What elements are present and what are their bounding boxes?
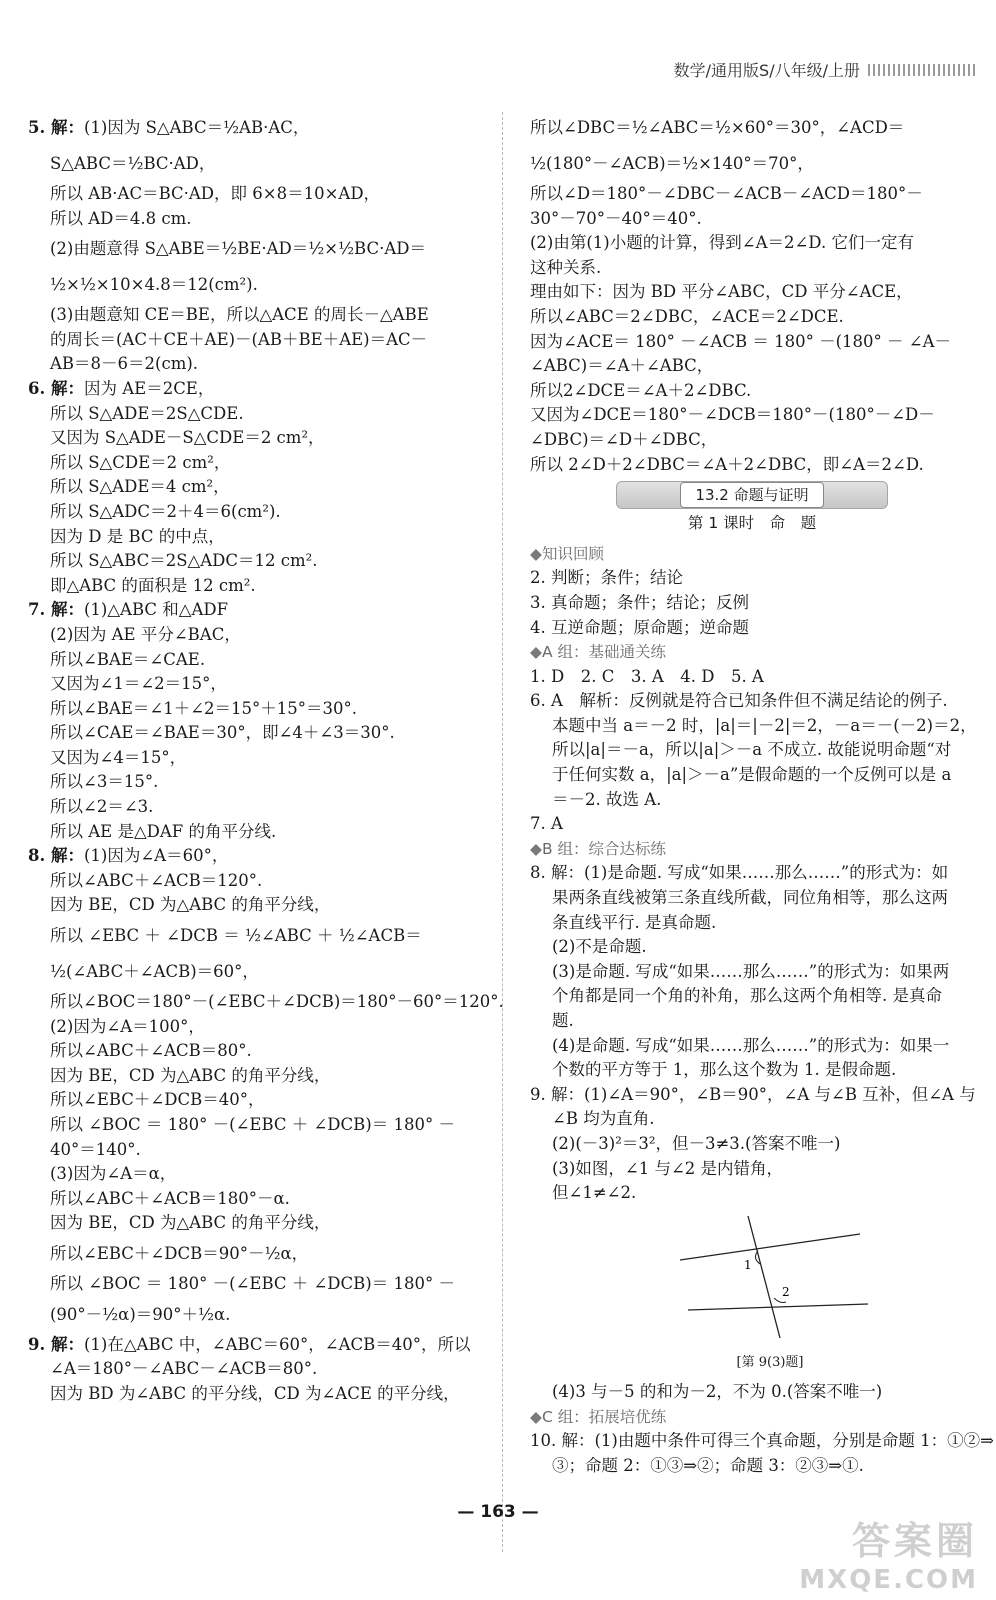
text-line: 7. 解：(1)△ABC 和△ADF <box>28 600 229 620</box>
diamond-icon: ◆ <box>530 1407 542 1426</box>
text-line: (3)由题意知 CE＝BE，所以△ACE 的周长－△ABE <box>50 305 429 325</box>
text-line: 因为 BE，CD 为△ABC 的角平分线， <box>50 1065 331 1085</box>
text-line: 又因为∠1＝∠2＝15°， <box>50 674 227 694</box>
text-line: 30°－70°－40°＝40°. <box>530 208 702 228</box>
text-line: 所以 S△CDE＝2 cm²， <box>50 452 231 472</box>
text-line: 3. 真命题；条件；结论；反例 <box>530 592 749 612</box>
text-line: 所以∠DBC＝½∠ABC＝½×60°＝30°，∠ACD＝ <box>530 118 905 137</box>
text-line: ＝－2. 故选 A. <box>552 789 662 809</box>
text-line: 因为 BD 为∠ABC 的平分线，CD 为∠ACE 的平分线， <box>50 1383 460 1403</box>
text-line: 所以 ∠BOC ＝ 180° －(∠EBC ＋ ∠DCB)＝ 180° － <box>50 1273 455 1293</box>
right-column <box>530 110 994 1478</box>
text-line: 题. <box>552 1011 574 1030</box>
text-line: 所以 S△ADE＝2S△CDE. <box>50 403 244 423</box>
solution-continued <box>530 110 974 477</box>
watermark-url: MXQE.COM <box>799 1565 978 1595</box>
text-line: AB＝8－6＝2(cm). <box>50 354 199 374</box>
line-bottom <box>688 1304 868 1310</box>
text-line: 所以 ∠EBC ＋ ∠DCB ＝ ½∠ABC ＋ ½∠ACB＝ <box>50 926 422 946</box>
text-line: 所以 AB·AC＝BC·AD，即 6×8＝10×AD， <box>50 184 381 203</box>
diamond-icon: ◆ <box>530 839 542 858</box>
text-line: 所以∠BOC＝180°－(∠EBC＋∠DCB)＝180°－60°＝120°. <box>50 992 504 1012</box>
text-line: 所以 ∠BOC ＝ 180° －(∠EBC ＋ ∠DCB)＝ 180° － <box>50 1115 455 1134</box>
text-line: 9. 解：(1)在△ABC 中，∠ABC＝60°，∠ACB＝40°，所以 <box>28 1334 471 1354</box>
text-line: (2)不是命题. <box>552 937 647 957</box>
text-line: 所以 S△ADC＝2＋4＝6(cm²). <box>50 501 281 521</box>
group-b-answers-end <box>530 1380 974 1405</box>
text-line: 5. 解：(1)因为 S△ABC＝½AB·AC， <box>28 118 310 137</box>
text-line: 果两条直线被第三条直线所截，同位角相等，那么这两 <box>552 888 948 908</box>
figure-svg <box>670 1212 870 1342</box>
page-number: — 163 — <box>457 1502 539 1522</box>
section-title: 13.2 命题与证明 <box>680 482 823 509</box>
text-line: 个数的平方等于 1，那么这个数为 1. 是假命题. <box>552 1060 897 1080</box>
text-line: 本题中当 a＝－2 时，|a|＝|－2|＝2，－a＝－(－2)＝2， <box>552 715 977 735</box>
text-line: 又因为∠DCE＝180°－∠DCB＝180°－(180°－∠D－ <box>530 405 935 425</box>
text-line: 8. 解：(1)是命题. 写成“如果……那么……”的形式为：如 <box>530 863 949 883</box>
angle-label-2: 2 <box>782 1284 790 1299</box>
text-line: 2. 判断；条件；结论 <box>530 568 683 588</box>
text-line: ③；命题 2：①③⇒②；命题 3：②③⇒①. <box>552 1455 864 1475</box>
text-line: 40°＝140°. <box>50 1139 141 1159</box>
line-top <box>680 1234 860 1260</box>
text-line: 条直线平行. 是真命题. <box>552 912 717 932</box>
text-line: (90°－½α)＝90°＋½α. <box>50 1304 231 1324</box>
text-line: 所以∠ABC＋∠ACB＝180°－α. <box>50 1188 290 1208</box>
figure-parallel-lines <box>670 1212 870 1376</box>
text-line: ∠B 均为直角. <box>552 1109 655 1129</box>
text-line: ∠ABC)＝∠A＋∠ABC， <box>530 356 714 376</box>
text-line: 这种关系. <box>530 257 602 277</box>
text-line: 又因为 S△ADE－S△CDE＝2 cm²， <box>50 428 325 448</box>
diamond-icon: ◆ <box>530 643 542 662</box>
text-line: S△ABC＝½BC·AD， <box>50 154 216 173</box>
text-line: 所以|a|＝－a，所以|a|＞－a 不成立. 故能说明命题“对 <box>552 740 952 760</box>
text-line: 所以 S△ADE＝4 cm²， <box>50 477 230 497</box>
text-line: 7. A <box>530 814 563 834</box>
text-line: 所以∠BAE＝∠CAE. <box>50 649 206 669</box>
text-line: 所以 2∠D＋2∠DBC＝∠A＋2∠DBC，即∠A＝2∠D. <box>530 454 924 474</box>
text-line: 所以∠2＝∠3. <box>50 797 154 817</box>
group-b-answers <box>530 861 974 1205</box>
tag-group-b: ◆B 组：综合达标练 <box>530 837 974 862</box>
text-line: 所以∠ABC＋∠ACB＝120°. <box>50 870 263 890</box>
text-line: ½(180°－∠ACB)＝½×140°＝70°， <box>530 154 814 173</box>
text-line: 因为 BE，CD 为△ABC 的角平分线， <box>50 1213 331 1233</box>
text-line: 因为 D 是 BC 的中点， <box>50 526 225 546</box>
text-line: 所以 AE 是△DAF 的角平分线. <box>50 821 277 841</box>
text-line: (2)因为 AE 平分∠BAC， <box>50 624 241 644</box>
text-line: 所以∠3＝15°. <box>50 772 159 792</box>
column-divider <box>502 112 503 1552</box>
text-line: 10. 解：(1)由题中条件可得三个真命题，分别是命题 1：①②⇒ <box>530 1431 994 1451</box>
watermark-logo <box>799 1510 978 1595</box>
lesson-title: 第 1 课时 命 题 <box>687 514 817 533</box>
page-header <box>674 58 976 81</box>
text-line: 理由如下：因为 BD 平分∠ABC，CD 平分∠ACE， <box>530 282 913 302</box>
text-line: 所以∠CAE＝∠BAE＝30°，即∠4＋∠3＝30°. <box>50 723 395 743</box>
diamond-icon: ◆ <box>530 544 542 563</box>
group-a-answers <box>530 665 977 837</box>
text-line: 个角都是同一个角的补角，那么这两个角相等. 是真命 <box>552 986 942 1006</box>
text-line: 所以∠ABC＋∠ACB＝80°. <box>50 1041 252 1061</box>
text-line: (2)由第(1)小题的计算，得到∠A＝2∠D. 它们一定有 <box>530 233 914 253</box>
text-line: (3)因为∠A＝α， <box>50 1164 177 1184</box>
text-line: 又因为∠4＝15°， <box>50 747 187 767</box>
text-line: 6. 解：因为 AE＝2CE， <box>28 378 215 398</box>
text-line: 但∠1≠∠2. <box>552 1183 637 1203</box>
text-line: 所以∠BAE＝∠1＋∠2＝15°＋15°＝30°. <box>50 698 358 718</box>
book-title: 数学/通用版S/八年级/上册 <box>673 61 860 80</box>
angle-label-1: 1 <box>744 1257 752 1272</box>
text-line: 6. A 解析：反例就是符合已知条件但不满足结论的例子. <box>530 691 948 711</box>
text-line: 所以 AD＝4.8 cm. <box>50 208 192 228</box>
text-line: 4. 互逆命题；原命题；逆命题 <box>530 617 749 637</box>
text-line: 即△ABC 的面积是 12 cm². <box>50 575 256 595</box>
text-line: ∠DBC)＝∠D＋∠DBC， <box>530 429 718 449</box>
text-line: 所以∠EBC＋∠DCB＝90°－½α， <box>50 1243 309 1263</box>
text-line: 9. 解：(1)∠A＝90°，∠B＝90°，∠A 与∠B 互补，但∠A 与 <box>530 1084 976 1104</box>
text-line: 因为 BE，CD 为△ABC 的角平分线， <box>50 895 331 915</box>
tag-group-c: ◆C 组：拓展培优练 <box>530 1405 974 1430</box>
text-line: 所以∠D＝180°－∠DBC－∠ACB－∠ACD＝180°－ <box>530 184 923 203</box>
text-line: 所以 S△ABC＝2S△ADC＝12 cm². <box>50 551 318 571</box>
text-line: 的周长＝(AC＋CE＋AE)－(AB＋BE＋AE)＝AC－ <box>50 329 428 349</box>
text-line: (4)是命题. 写成“如果……那么……”的形式为：如果一 <box>552 1035 950 1055</box>
text-line: 1. D 2. C 3. A 4. D 5. A <box>530 666 764 686</box>
left-column <box>28 110 504 1406</box>
text-line: ½(∠ABC＋∠ACB)＝60°， <box>50 962 259 982</box>
watermark-text: 答案圈 <box>851 1519 978 1563</box>
text-line: (4)3 与－5 的和为－2，不为 0.(答案不唯一) <box>552 1381 883 1401</box>
text-line: ½×½×10×4.8＝12(cm²). <box>50 275 258 295</box>
text-line: (2)因为∠A＝100°， <box>50 1016 205 1036</box>
text-line: (2)由题意得 S△ABE＝½BE·AD＝½×½BC·AD＝ <box>50 239 427 259</box>
text-line: 所以∠EBC＋∠DCB＝40°， <box>50 1090 265 1110</box>
group-c-answers <box>530 1429 994 1478</box>
review-answers <box>530 566 974 640</box>
text-line: (2)(－3)²＝3²，但－3≠3.(答案不唯一) <box>552 1133 841 1153</box>
tag-group-a: ◆A 组：基础通关练 <box>530 640 974 665</box>
text-line: (3)如图，∠1 与∠2 是内错角， <box>552 1158 784 1178</box>
header-dots-decoration <box>868 64 976 76</box>
section-banner <box>616 481 888 509</box>
text-line: 所以2∠DCE＝∠A＋2∠DBC. <box>530 380 752 400</box>
text-line: ∠A＝180°－∠ABC－∠ACB＝80°. <box>50 1359 318 1379</box>
text-line: 所以∠ABC＝2∠DBC，∠ACE＝2∠DCE. <box>530 306 844 326</box>
text-line: (3)是命题. 写成“如果……那么……”的形式为：如果两 <box>552 961 950 981</box>
figure-caption: [第 9(3)题] <box>736 1355 804 1371</box>
text-line: 因为∠ACE＝ 180° －∠ACB ＝ 180° －(180° － ∠A－ <box>530 331 952 351</box>
transversal-line <box>748 1216 780 1338</box>
tag-review: ◆知识回顾 <box>530 542 974 567</box>
text-line: 8. 解：(1)因为∠A＝60°， <box>28 846 229 866</box>
text-line: 于任何实数 a，|a|＞－a”是假命题的一个反例可以是 a <box>552 765 952 785</box>
